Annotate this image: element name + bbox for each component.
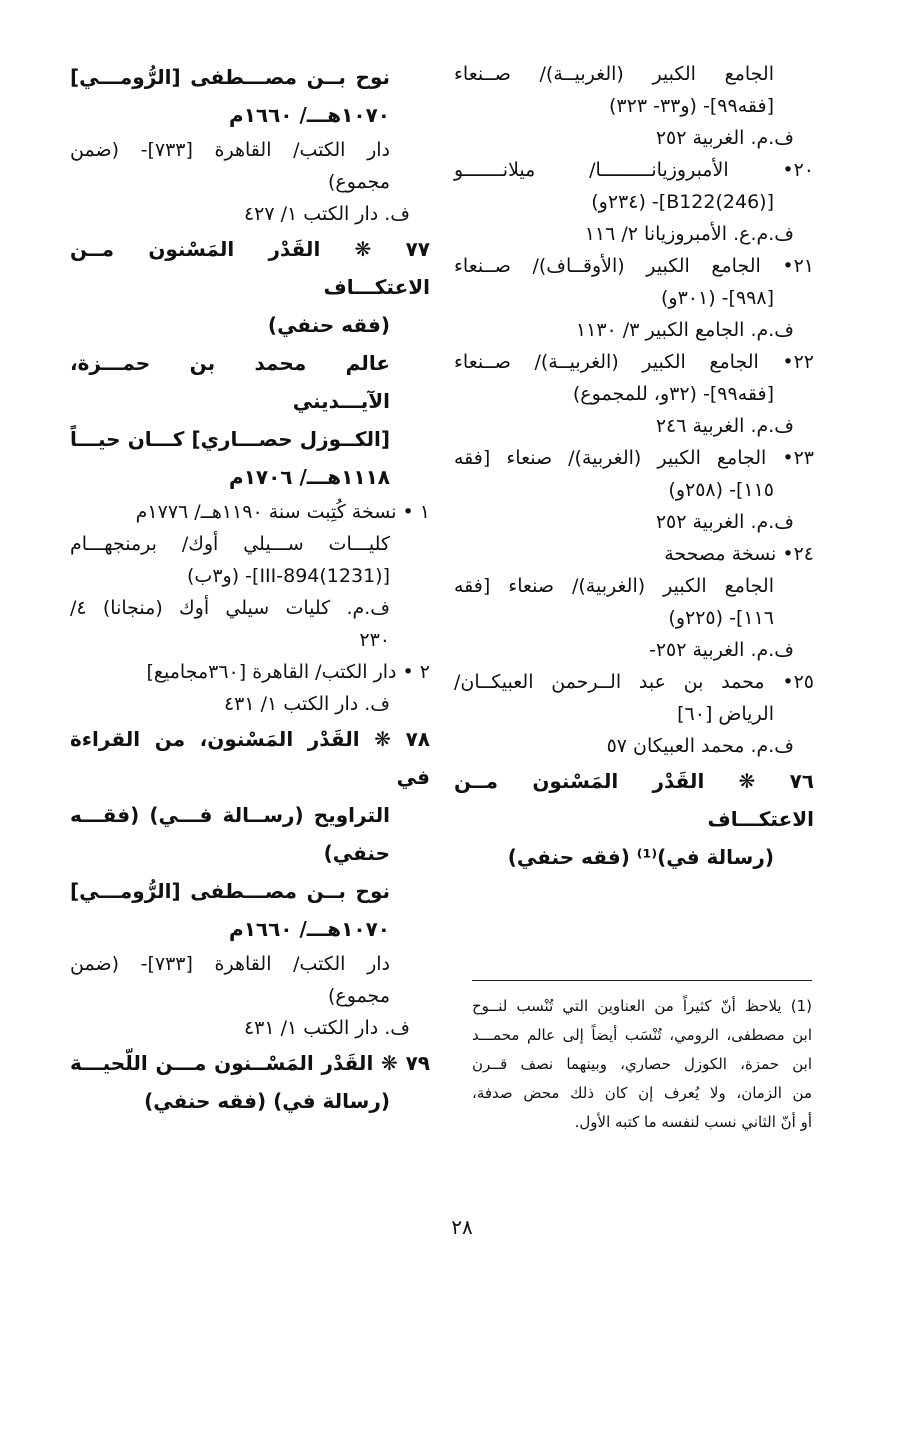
entry-heading-line: نوح بــن مصـــطفى [الرُّومـــي] [70, 65, 390, 89]
entry-text-line: ٢٤• نسخة مصححة [664, 543, 814, 565]
entry-text-line: دار الكتب/ القاهرة [٧٣٣]- (ضمن [70, 139, 390, 161]
entry-text-line: ٢١• الجامع الكبير (الأوقــاف)/ صــنعاء [454, 255, 814, 277]
entry-heading-line: ٧٩ ❋ القَدْر المَسْــنون مـــن اللّحيـــة [70, 1051, 430, 1075]
footnote [472, 992, 812, 1137]
entry-text-line: [٩٩٨]- (٣٠١و) [661, 287, 774, 309]
entry-heading-line: (فقه حنفي) [267, 313, 390, 337]
entry-text-line: [B122(246)]- (٢٣٤و) [591, 191, 774, 213]
footnote-line: أو أنّ الثاني نسب لنفسه ما كتبه الأول. [574, 1113, 812, 1131]
entry-text-line: ٢٥• محمد بن عبد الــرحمن العبيكــان/ [454, 671, 814, 693]
page-number: ٢٨ [451, 1215, 473, 1239]
footnote-line: (1) يلاحظ أنّ كثيراً من العناوين التي تُنْسب لنــوح [472, 997, 812, 1015]
entry-text-line: الجامع الكبير (الغربية)/ صنعاء [فقه [454, 575, 774, 597]
entry-heading-line: ٧٧ ❋ القَدْر المَسْنون مــن الاعتكـــاف [70, 237, 430, 299]
entry-text-line: [فقه٩٩]- (و٣٣- ٣٢٣) [609, 95, 774, 117]
entry-heading-line: ١١١٨هـــ/ ١٧٠٦م [229, 465, 390, 489]
entry-text-line: ف. دار الكتب ١/ ٤٣١ [223, 693, 390, 715]
entry-heading-line: عالم محمد بن حمـــزة، الآيـــديني [70, 351, 390, 413]
entry-heading-line: ١٠٧٠هـــ/ ١٦٦٠م [229, 917, 390, 941]
footnote-separator [472, 980, 812, 981]
entry-heading-line: ٧٦ ❋ القَدْر المَسْنون مــن الاعتكـــاف [454, 769, 814, 831]
entry-text-line: ٢٢• الجامع الكبير (الغربيــة)/ صــنعاء [454, 351, 814, 373]
entry-text-line: ف.م. كليات سيلي أوك (منجانا) ٤/ [70, 597, 390, 619]
entry-heading-line: التراويح (رســالة فـــي) (فقـــه [70, 803, 390, 827]
entry-heading-line: نوح بــن مصـــطفى [الرُّومـــي] [70, 879, 390, 903]
entry-text-line: ١١٥]- (٢٥٨و) [668, 479, 774, 501]
entry-text-line: ٢٣• الجامع الكبير (الغربية)/ صنعاء [فقه [454, 447, 814, 469]
entry-text-line: ف.م. الغربية ٢٥٢ [655, 511, 794, 533]
entry-text-line: ف. دار الكتب ١/ ٤٣١ [243, 1017, 410, 1039]
entry-text-line: ف.م. محمد العبيكان ٥٧ [606, 735, 794, 757]
right-column [454, 58, 814, 876]
entry-text-line: كليـــات ســـيلي أوك/ برمنجهـــام [70, 533, 390, 555]
entry-text-line: الرياض [٦٠] [677, 703, 774, 725]
entry-heading-line: (رسالة في) (فقه حنفي) [144, 1089, 390, 1113]
entry-text-line: ٢٠• الأمبروزيانـــــــــا/ ميلانـــــــو [454, 159, 814, 181]
entry-heading-line: (رسالة في)⁽¹⁾ (فقه حنفي) [507, 845, 774, 869]
footnote-line: ابن مصطفى، الرومي، تُنْسَب أيضاً إلى عالم محمـــد [472, 1026, 812, 1044]
entry-text-line: ف.م. الجامع الكبير ٣/ ١١٣٠ [575, 319, 794, 341]
footnote-line: من الزمان، ولا يُعرف إن كان ذلك محض صدفة، [472, 1084, 812, 1102]
entry-text-line: [فقه٩٩]- (٣٢و، للمجموع) [572, 383, 774, 405]
entry-text-line: مجموع) [328, 985, 390, 1007]
entry-text-line: ١١٦]- (٢٢٥و) [668, 607, 774, 629]
entry-text-line: ٢ • دار الكتب/ القاهرة [٣٦٠مجاميع] [146, 661, 430, 683]
entry-text-line: ١ • نسخة كُتِبت سنة ١١٩٠هــ/ ١٧٧٦م [135, 501, 430, 523]
entry-text-line: ف.م. الغربية ٢٥٢ [655, 127, 794, 149]
entry-text-line: [III-894(1231)]- (و٣ب) [187, 565, 390, 587]
entry-text-line: ف.م. الغربية ٢٤٦ [655, 415, 794, 437]
entry-text-line: مجموع) [328, 171, 390, 193]
entry-text-line: ف. دار الكتب ١/ ٤٢٧ [243, 203, 410, 225]
entry-text-line: الجامع الكبير (الغربيــة)/ صــنعاء [454, 63, 774, 85]
entry-heading-line: [الكــوزل حصـــاري] كـــان حيـــاً [70, 427, 390, 451]
entry-heading-line: ١٠٧٠هـــ/ ١٦٦٠م [229, 103, 390, 127]
entry-text-line: ف.م. الغربية ٢٥٢- [648, 639, 794, 661]
entry-text-line: ٢٣٠ [359, 629, 390, 651]
entry-heading-line: ٧٨ ❋ القَدْر المَسْنون، من القراءة في [70, 727, 430, 789]
left-column [70, 58, 430, 1120]
footnote-line: ابن حمزة، الكوزل حصاري، وبينهما نصف قــرن [472, 1055, 812, 1073]
entry-text-line: دار الكتب/ القاهرة [٧٣٣]- (ضمن [70, 953, 390, 975]
entry-text-line: ف.م.ع. الأمبروزيانا ٢/ ١١٦ [584, 223, 794, 245]
entry-heading-line: حنفي) [323, 841, 390, 865]
